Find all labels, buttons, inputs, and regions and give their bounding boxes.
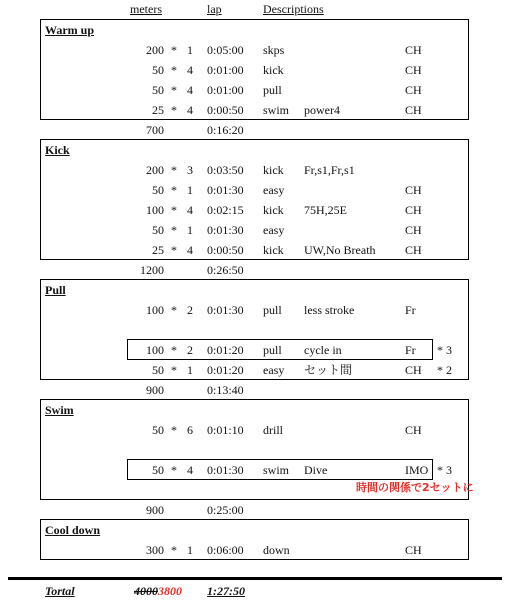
row-stroke: Fr bbox=[405, 303, 416, 317]
row-meters: 200 bbox=[146, 43, 164, 57]
row-meters: 50 bbox=[152, 183, 164, 197]
row-meters: 100 bbox=[146, 303, 164, 317]
row-repeat-count: 1 bbox=[187, 543, 193, 557]
row-stroke: CH bbox=[405, 203, 422, 217]
row-stroke: CH bbox=[405, 243, 422, 257]
row-lap-time: 0:01:30 bbox=[207, 463, 244, 477]
row-lap-time: 0:01:30 bbox=[207, 183, 244, 197]
footer-rule bbox=[8, 577, 502, 580]
row-stroke: CH bbox=[405, 183, 422, 197]
header-descriptions: Descriptions bbox=[263, 2, 324, 16]
row-repeat-count: 4 bbox=[187, 463, 193, 477]
row-detail: UW,No Breath bbox=[304, 243, 376, 257]
row-repeat-count: 6 bbox=[187, 423, 193, 437]
row-stroke: CH bbox=[405, 63, 422, 77]
footer-total-time: 1:27:50 bbox=[207, 584, 245, 598]
row-repeat-count: 4 bbox=[187, 203, 193, 217]
row-detail: power4 bbox=[304, 103, 340, 117]
footer-new-total: 3800 bbox=[158, 584, 182, 598]
row-description: drill bbox=[263, 423, 283, 437]
footer-total-label: Tortal bbox=[45, 584, 75, 598]
row-times-sign: * bbox=[171, 543, 177, 557]
row-stroke: CH bbox=[405, 543, 422, 557]
row-description: easy bbox=[263, 363, 285, 377]
row-times-sign: * bbox=[171, 223, 177, 237]
row-meters: 300 bbox=[146, 543, 164, 557]
row-repeat-count: 1 bbox=[187, 43, 193, 57]
row-detail: less stroke bbox=[304, 303, 355, 317]
section-title-pull: Pull bbox=[45, 283, 66, 297]
row-lap-time: 0:06:00 bbox=[207, 543, 244, 557]
row-times-sign: * bbox=[171, 63, 177, 77]
row-description: skps bbox=[263, 43, 285, 57]
row-times-sign: * bbox=[171, 243, 177, 257]
row-description: easy bbox=[263, 223, 285, 237]
row-description: kick bbox=[263, 203, 284, 217]
row-description: kick bbox=[263, 163, 284, 177]
footer-old-total: 4000 bbox=[134, 584, 158, 598]
row-repeat-count: 4 bbox=[187, 243, 193, 257]
row-lap-time: 0:00:50 bbox=[207, 103, 244, 117]
row-lap-time: 0:01:20 bbox=[207, 363, 244, 377]
row-meters: 50 bbox=[152, 223, 164, 237]
row-description: kick bbox=[263, 243, 284, 257]
row-repeat-count: 3 bbox=[187, 163, 193, 177]
section-title-cool-down: Cool down bbox=[45, 523, 101, 537]
swim-note: 時間の関係で2セットに bbox=[356, 481, 474, 494]
total-meters-kick: 1200 bbox=[140, 263, 164, 277]
row-description: pull bbox=[263, 343, 282, 357]
row-stroke: CH bbox=[405, 43, 422, 57]
row-times-sign: * bbox=[171, 203, 177, 217]
section-title-kick: Kick bbox=[45, 143, 70, 157]
row-description: swim bbox=[263, 463, 290, 477]
row-lap-time: 0:01:00 bbox=[207, 83, 244, 97]
row-times-sign: * bbox=[171, 423, 177, 437]
total-time-warm-up: 0:16:20 bbox=[207, 123, 244, 137]
row-times-sign: * bbox=[171, 463, 177, 477]
row-lap-time: 0:01:30 bbox=[207, 223, 244, 237]
row-times-sign: * bbox=[171, 163, 177, 177]
row-lap-time: 0:01:30 bbox=[207, 303, 244, 317]
section-box-kick bbox=[40, 139, 469, 260]
row-meters: 100 bbox=[146, 343, 164, 357]
row-lap-time: 0:00:50 bbox=[207, 243, 244, 257]
row-repeat-count: 4 bbox=[187, 63, 193, 77]
row-repeat-count: 1 bbox=[187, 223, 193, 237]
header-meters: meters bbox=[130, 2, 162, 16]
row-meters: 25 bbox=[152, 243, 164, 257]
row-stroke: Fr bbox=[405, 343, 416, 357]
row-repeat-count: 2 bbox=[187, 303, 193, 317]
row-stroke: CH bbox=[405, 223, 422, 237]
row-description: pull bbox=[263, 303, 282, 317]
row-times-sign: * bbox=[171, 343, 177, 357]
total-meters-warm-up: 700 bbox=[146, 123, 164, 137]
row-times-sign: * bbox=[171, 303, 177, 317]
total-time-pull: 0:13:40 bbox=[207, 383, 244, 397]
row-description: swim bbox=[263, 103, 290, 117]
row-times-sign: * bbox=[171, 183, 177, 197]
row-repeat-count: 4 bbox=[187, 103, 193, 117]
row-set-repeat: * 2 bbox=[437, 363, 452, 377]
row-times-sign: * bbox=[171, 103, 177, 117]
row-stroke: CH bbox=[405, 83, 422, 97]
row-stroke: CH bbox=[405, 423, 422, 437]
row-detail: 75H,25E bbox=[304, 203, 347, 217]
total-time-kick: 0:26:50 bbox=[207, 263, 244, 277]
row-set-repeat: * 3 bbox=[437, 463, 452, 477]
row-lap-time: 0:02:15 bbox=[207, 203, 244, 217]
row-lap-time: 0:01:00 bbox=[207, 63, 244, 77]
row-detail: Fr,s1,Fr,s1 bbox=[304, 163, 355, 177]
row-description: easy bbox=[263, 183, 285, 197]
row-stroke: IMO bbox=[405, 463, 429, 477]
footer-total-meters bbox=[134, 584, 182, 598]
total-time-swim: 0:25:00 bbox=[207, 503, 244, 517]
row-meters: 50 bbox=[152, 463, 164, 477]
row-meters: 50 bbox=[152, 363, 164, 377]
total-meters-swim: 900 bbox=[146, 503, 164, 517]
row-detail: セット間 bbox=[304, 363, 353, 377]
row-detail: cycle in bbox=[304, 343, 342, 357]
row-meters: 50 bbox=[152, 83, 164, 97]
row-meters: 50 bbox=[152, 423, 164, 437]
row-set-repeat: * 3 bbox=[437, 343, 452, 357]
row-lap-time: 0:05:00 bbox=[207, 43, 244, 57]
row-times-sign: * bbox=[171, 83, 177, 97]
row-times-sign: * bbox=[171, 43, 177, 57]
row-times-sign: * bbox=[171, 363, 177, 377]
row-description: pull bbox=[263, 83, 282, 97]
total-meters-pull: 900 bbox=[146, 383, 164, 397]
row-detail: Dive bbox=[304, 463, 328, 477]
row-meters: 100 bbox=[146, 203, 164, 217]
section-title-swim: Swim bbox=[45, 403, 74, 417]
row-lap-time: 0:01:10 bbox=[207, 423, 244, 437]
row-repeat-count: 1 bbox=[187, 183, 193, 197]
row-stroke: CH bbox=[405, 363, 422, 377]
row-meters: 200 bbox=[146, 163, 164, 177]
row-lap-time: 0:03:50 bbox=[207, 163, 244, 177]
row-description: kick bbox=[263, 63, 284, 77]
row-repeat-count: 4 bbox=[187, 83, 193, 97]
row-repeat-count: 1 bbox=[187, 363, 193, 377]
row-repeat-count: 2 bbox=[187, 343, 193, 357]
row-meters: 50 bbox=[152, 63, 164, 77]
row-lap-time: 0:01:20 bbox=[207, 343, 244, 357]
row-meters: 25 bbox=[152, 103, 164, 117]
row-stroke: CH bbox=[405, 103, 422, 117]
row-description: down bbox=[263, 543, 290, 557]
section-title-warm-up: Warm up bbox=[45, 23, 95, 37]
header-lap: lap bbox=[207, 2, 222, 16]
